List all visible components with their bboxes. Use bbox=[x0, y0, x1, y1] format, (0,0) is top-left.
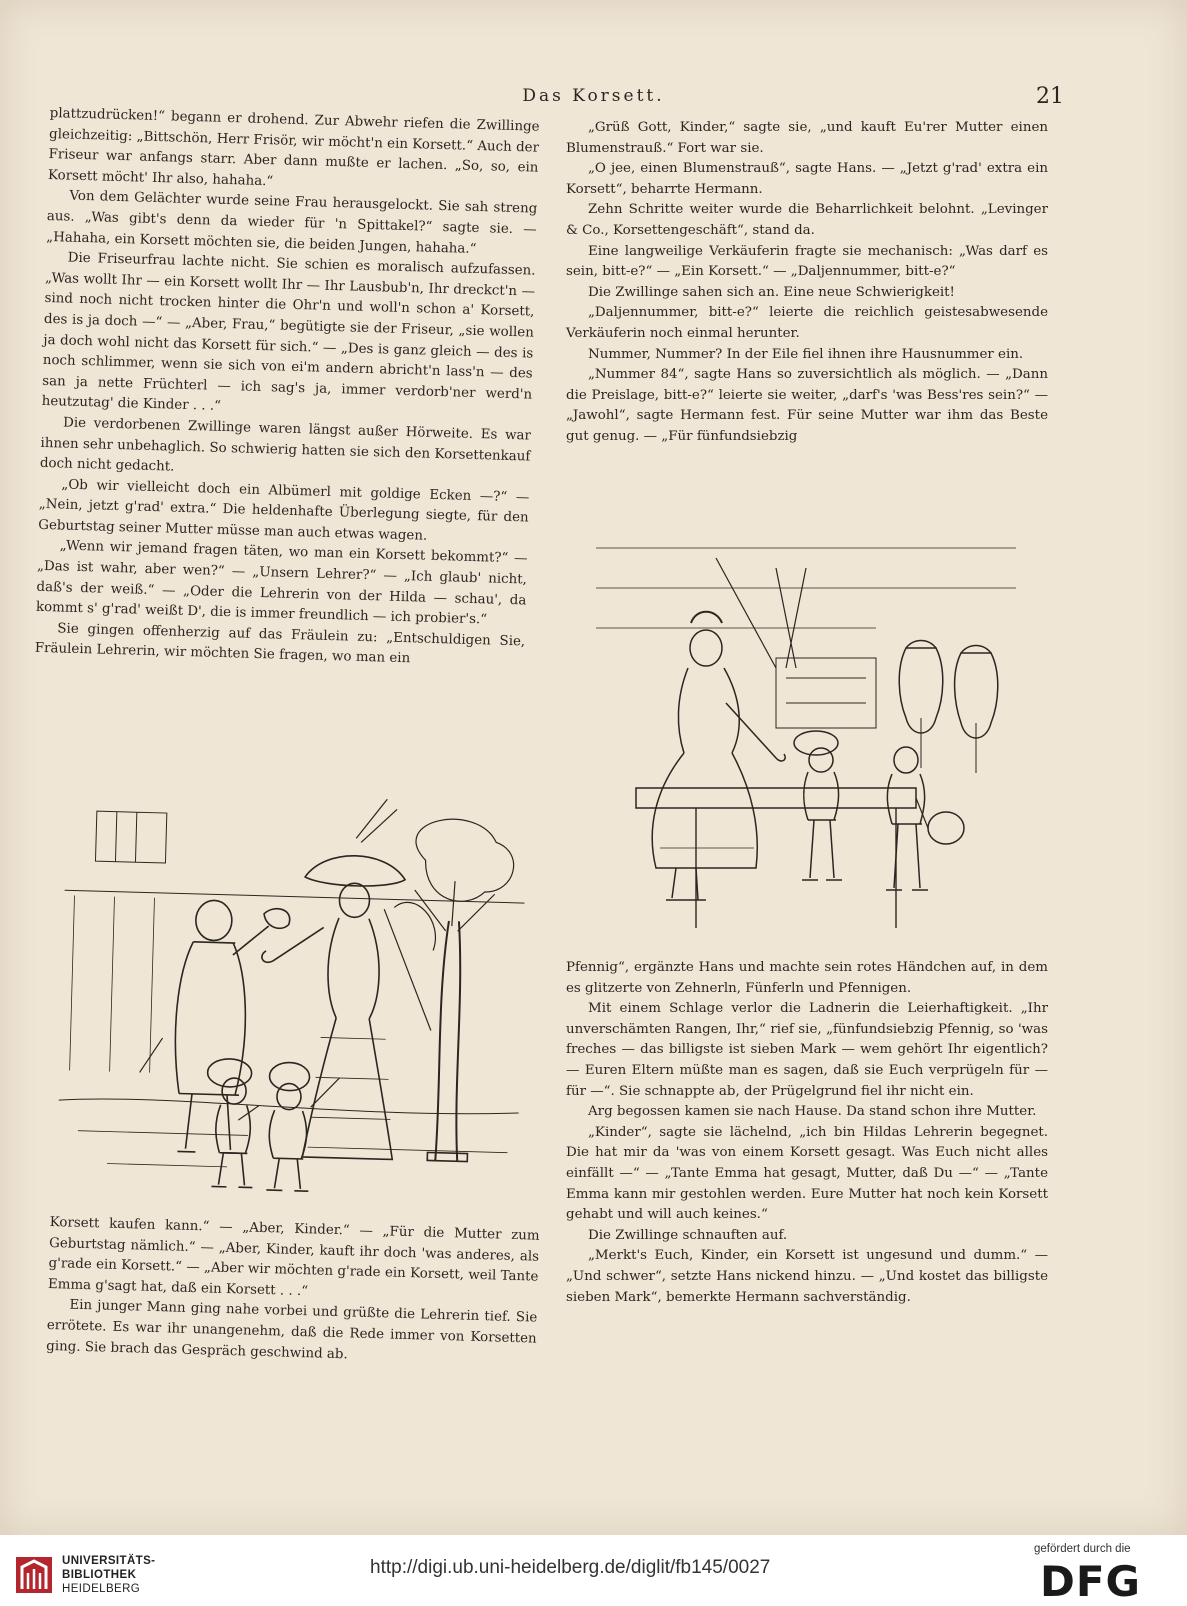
paragraph: „Kinder“, sagte sie lächelnd, „ich bin Hildas Lehrerin begegnet. Die hat mir da 'was von einem Korsett gesagt. Was Euch nicht alles einfällt —“ — „Tante Emma hat gesagt, Mutter, daß Du —“ — „Tante Emma kann mir gestohlen werden. Eure Mutter hat noch kein Korsett gehabt und will auch keines.“ bbox=[566, 1124, 1048, 1223]
paragraph: Eine langweilige Verkäuferin fragte sie mechanisch: „Was darf es sein, bitt-e?“ — „Ein Korsett.“ — „Daljennummer, bitt-e?“ bbox=[566, 243, 1048, 280]
paragraph: Ein junger Mann ging nahe vorbei und grüßte die Lehrerin tief. Sie errötete. Es war ihr unangenehm, daß die Rede immer von Korsetten ging. Sie brach das Gespräch geschwind ab. bbox=[46, 1297, 538, 1362]
paragraph: „O jee, einen Blumenstrauß“, sagte Hans. — „Jetzt g'rad' extra ein Korsett“, beharrte Hermann. bbox=[566, 161, 1048, 197]
paragraph: Zehn Schritte weiter wurde die Beharrlichkeit belohnt. „Levinger & Co., Korsettengeschäft“, stand da. bbox=[566, 202, 1048, 238]
running-title: Das Korsett. bbox=[522, 86, 665, 106]
paragraph: „Nummer 84“, sagte Hans so zuversichtlich als möglich. — „Dann die Preislage, bitt-e?“ leierte sie weiter, „darf's 'was Bess'res sein?“ — „Jawohl“, sagte Hermann fest. Für seine Mutter war ihm das Beste gut genug. — „Für fünfundsiebzig bbox=[566, 367, 1048, 444]
page-number: 21 bbox=[1036, 84, 1064, 109]
paragraph: Die Zwillinge schnauften auf. bbox=[588, 1227, 788, 1243]
paragraph: Pfennig“, ergänzte Hans und machte sein rotes Händchen auf, in dem es glitzerte von Zehnerln, Fünferln und Pfennigen. bbox=[566, 960, 1048, 996]
right-column-bottom bbox=[566, 958, 1048, 1308]
paragraph: „Merkt's Euch, Kinder, ein Korsett ist ungesund und dumm.“ — „Und schwer“, setzte Hans nickend hinzu. — „Und kostet das billigste sieben Mark“, bemerkte Hermann sachverständig. bbox=[566, 1248, 1048, 1305]
paragraph: Die verdorbenen Zwillinge waren längst außer Hörweite. Es war ihnen sehr unbehaglich. So schwierig hatten sie sich den Korsettenkauf doch nicht gedacht. bbox=[39, 415, 532, 475]
paragraph: „Daljennummer, bitt-e?“ leierte die reichlich geistesabwesende Verkäuferin noch einmal herunter. bbox=[566, 305, 1048, 341]
paragraph: Korsett kaufen kann.“ — „Aber, Kinder.“ — „Für die Mutter zum Geburtstag nämlich.“ — „Aber, Kinder, kauft ihr doch 'was anderes, als g'rade ein Korsett.“ — „Aber wir möchten g'rade ein Korsett, weil Tante Emma g'sagt hat, daß ein Korsett . . .“ bbox=[47, 1214, 540, 1300]
digitization-footer bbox=[0, 1535, 1187, 1605]
university-logo-icon bbox=[14, 1555, 54, 1595]
paragraph: Nummer, Nummer? In der Eile fiel ihnen ihre Hausnummer ein. bbox=[588, 346, 1024, 362]
left-column-bottom bbox=[46, 1213, 540, 1371]
paragraph: Die Zwillinge sahen sich an. Eine neue Schwierigkeit! bbox=[588, 284, 955, 300]
street-scene-illustration bbox=[46, 770, 536, 1203]
right-column-top bbox=[566, 118, 1048, 448]
paragraph: „Wenn wir jemand fragen täten, wo man ein Korsett bekommt?“ — „Das ist wahr, aber wen?“ — „Unsern Lehrer?“ — „Ich glaub' nicht, daß's der weiß.“ — „Oder die Lehrerin von der Hilda — schau', da kommt s' g'rad' weißt D', die is immer freundlich — ich probier's.“ bbox=[35, 538, 528, 628]
permalink-link[interactable]: http://digi.ub.uni-heidelberg.de/diglit/fb145/0027 bbox=[370, 1557, 771, 1578]
library-name: UNIVERSITÄTS- BIBLIOTHEK HEIDELBERG bbox=[62, 1555, 156, 1595]
paragraph: Von dem Gelächter wurde seine Frau herausgelockt. Sie sah streng aus. „Was gibt's denn da wieder für 'n Spittakel?“ sagte sie. — „Hahaha, ein Korsett möchten sie, die beiden Jungen, hahaha.“ bbox=[46, 188, 538, 257]
left-column-top bbox=[34, 104, 539, 673]
paragraph: Arg begossen kamen sie nach Hause. Da stand schon ihre Mutter. bbox=[588, 1104, 1037, 1120]
paragraph: „Ob wir vielleicht doch ein Albümerl mit goldige Ecken —?“ — „Nein, jetzt g'rad' extra.“ Die heldenhafte Überlegung siegte, für den Geburtstag seiner Mutter müsse man auch etwas wagen. bbox=[38, 477, 530, 544]
paragraph: Sie gingen offenherzig auf das Fräulein zu: „Entschuldigen Sie, Fräulein Lehrerin, wir möchten Sie fragen, wo man ein bbox=[34, 621, 526, 667]
paragraph: Mit einem Schlage verlor die Ladnerin die Leierhaftigkeit. „Ihr unverschämten Rangen, Ihr,“ rief sie, „fünfundsiebzig Pfennig, so 'was freches — das billigste ist sieben Mark — wem gehört Ihr eigentlich? — Euren Eltern müßte man es sagen, daß sie Euch verprügeln für — für —“. Sie schnappte ab, der Prügelgrund fiel ihr nicht ein. bbox=[566, 1001, 1048, 1099]
funding-caption: gefördert durch die bbox=[1034, 1543, 1131, 1555]
dfg-logo: DFG bbox=[1040, 1557, 1142, 1606]
paragraph: „Grüß Gott, Kinder,“ sagte sie, „und kauft Eu'rer Mutter einen Blumenstrauß.“ Fort war sie. bbox=[566, 120, 1048, 156]
corset-shop-illustration bbox=[576, 528, 1034, 942]
paragraph: plattzudrücken!“ begann er drohend. Zur Abwehr riefen die Zwillinge gleichzeitig: „Bittschön, Herr Frisör, wir möcht'n ein Korsett.“ Auch der Friseur war anfangs starr. Aber dann mußte er lachen. „So, so, ein Korsett möcht' Ihr also, hahaha.“ bbox=[47, 105, 540, 190]
paragraph: Die Friseurfrau lachte nicht. Sie schien es moralisch aufzufassen. „Was wollt Ihr — ein Korsett wollt Ihr — Ihr Lausbub'n, Ihr dreckct'n — sind noch nicht trocken hinter die Ohr'n und woll'n schon a' Korsett, des is ja doch —“ — „Aber, Frau,“ begütigte sie der Friseur, „sie wollen ja doch wohl nicht das Korsett für sich.“ — „Des is ganz gleich — des is noch schlimmer, wenn sie sich von ei'm andern abricht'n lass'n — des san ja nette Früchterl — ich sag's ja, immer verdorb'ner werd'n heutzutag' die Kinder . . .“ bbox=[41, 250, 536, 415]
